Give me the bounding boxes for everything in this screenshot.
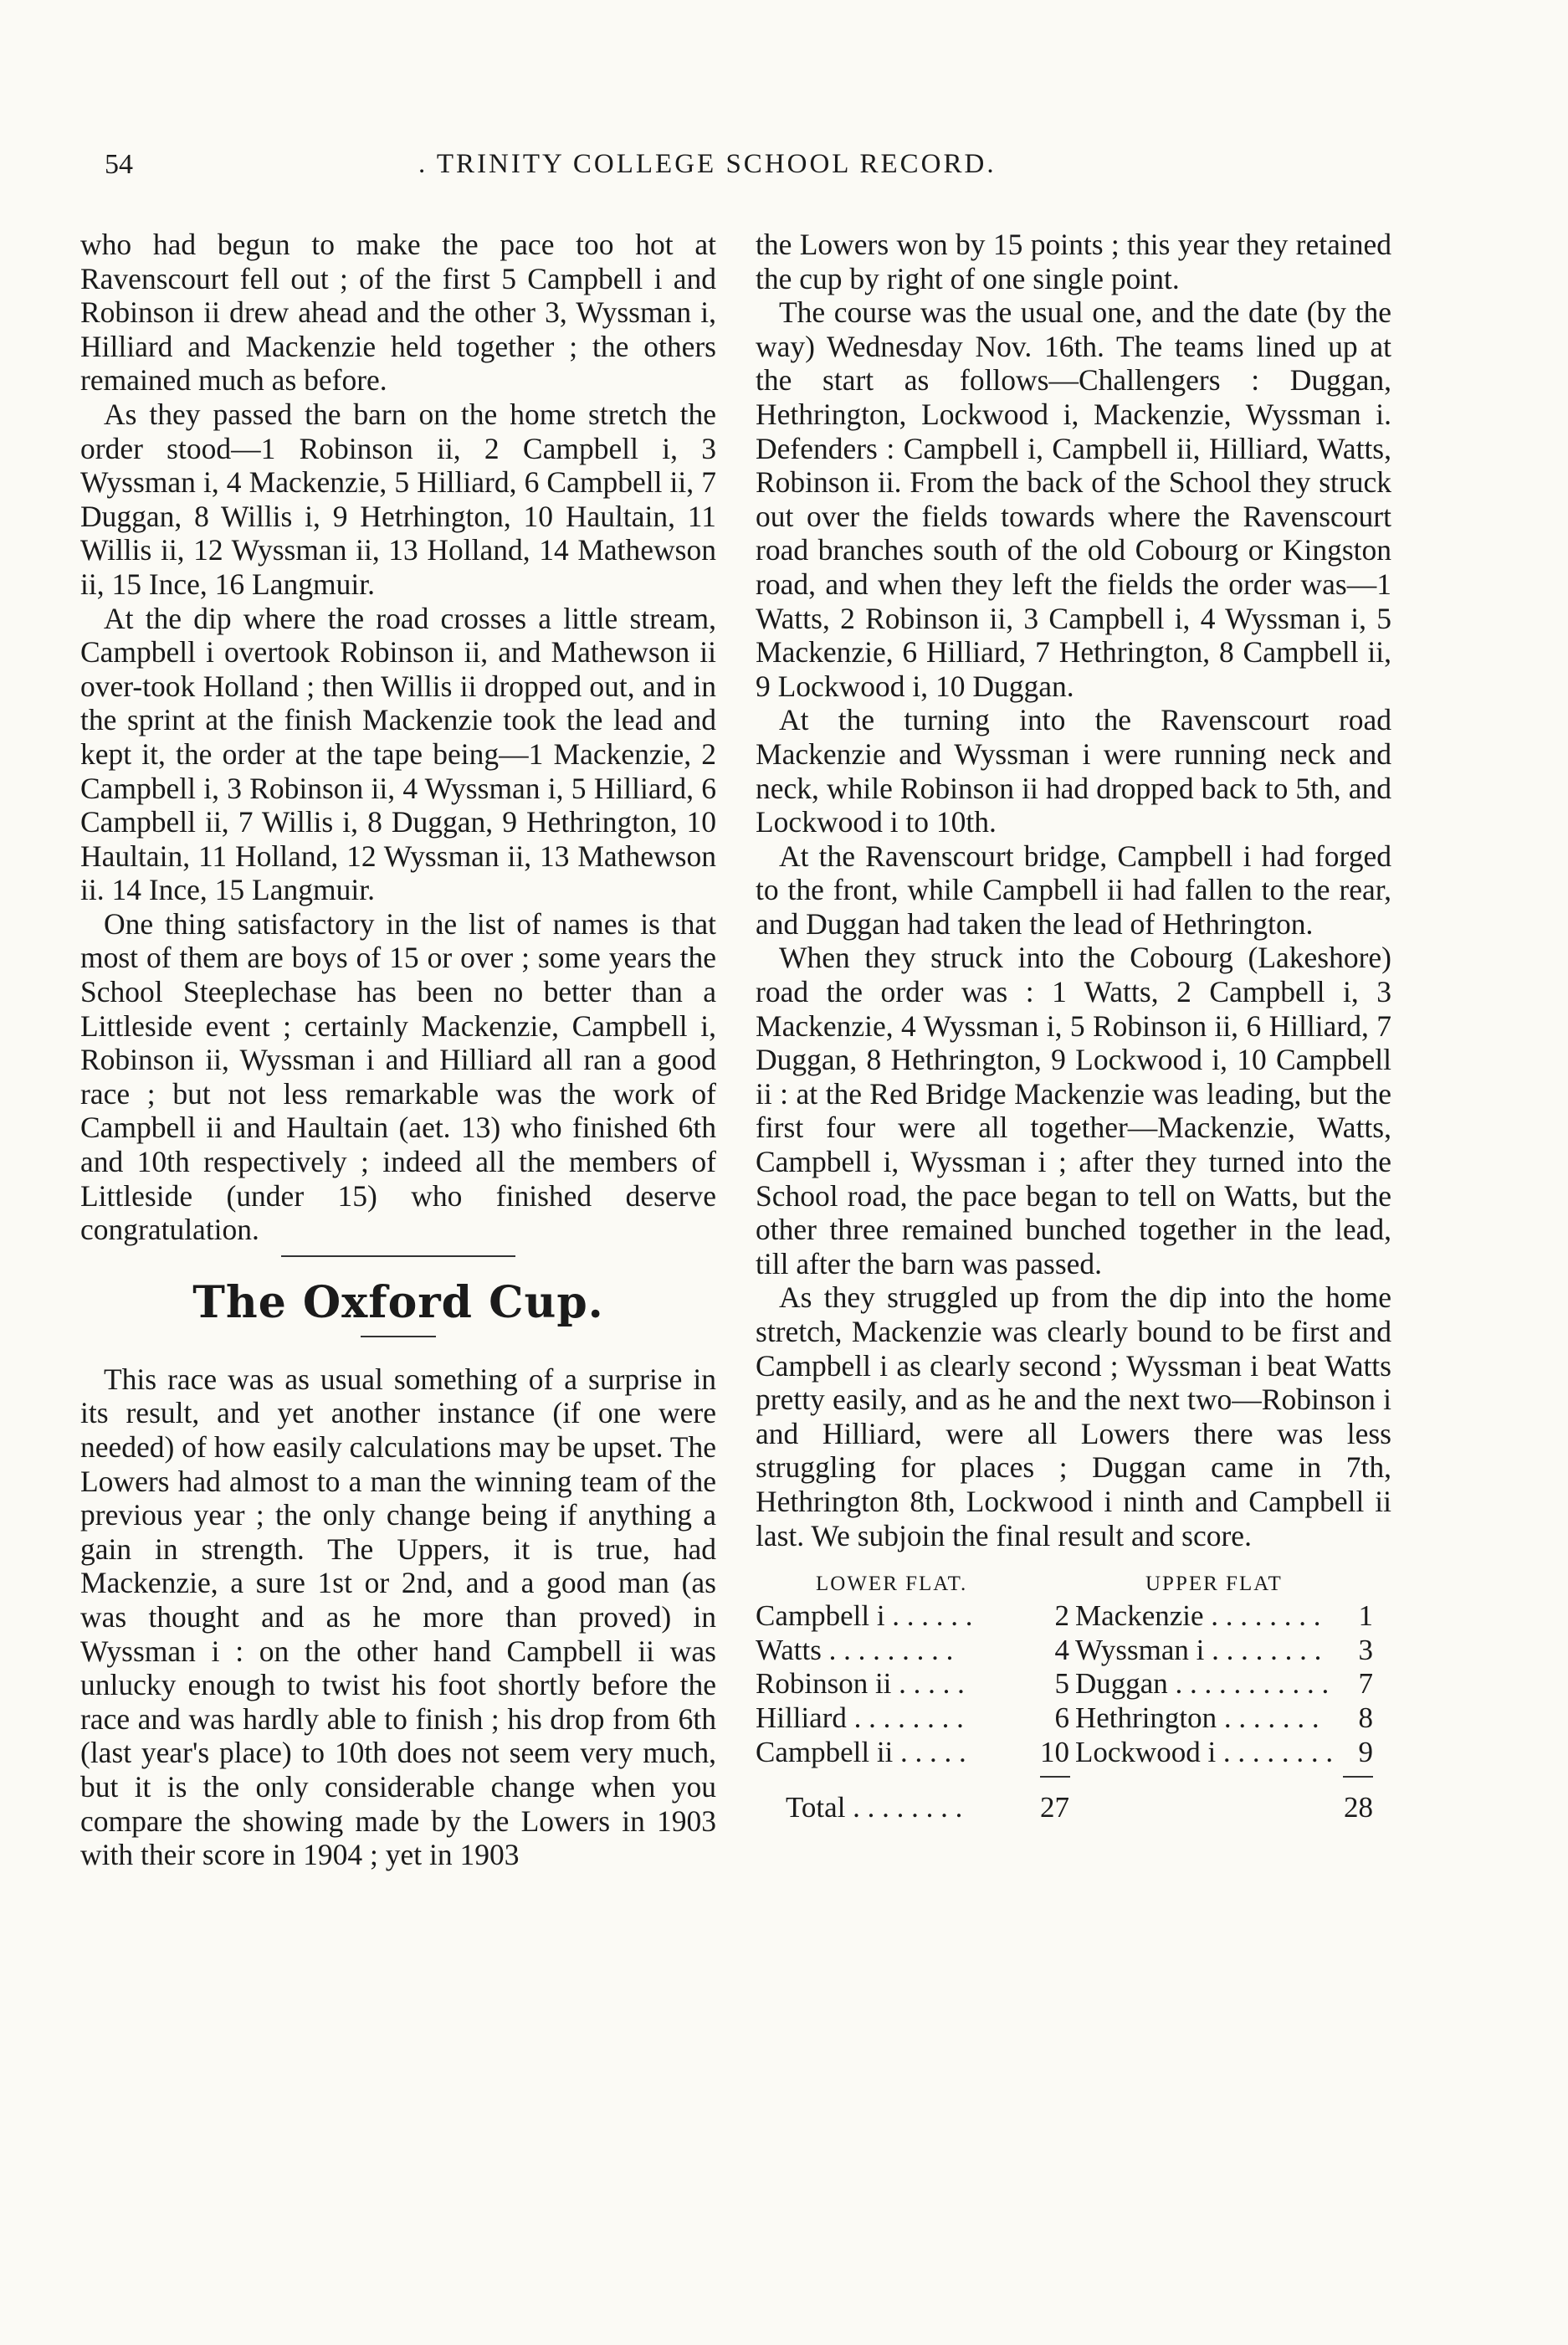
paragraph: At the Ravenscourt bridge, Campbell i had forged to the front, while Campbell ii had fallen to the rear, and Duggan had taken the lead of Hethrington. (756, 839, 1391, 941)
sum-rules (756, 1769, 1391, 1788)
upper-name: Wyssman i . . . . . . . . (1075, 1633, 1322, 1666)
lower-score: 2 (1054, 1599, 1069, 1633)
section-title: The Oxford Cup. (192, 1276, 604, 1328)
page-number: 54 (105, 149, 133, 180)
paragraph: the Lowers won by 15 points ; this year they retained the cup by right of one single point. (756, 228, 1391, 295)
upper-score: 7 (1358, 1667, 1373, 1701)
upper-score: 8 (1358, 1701, 1373, 1734)
paragraph: The course was the usual one, and the date (by the way) Wednesday Nov. 16th. The teams lined up at the start as follows—Challengers : Duggan, Hethrington, Lockwood i, Mackenzie, Wyssman i. Defenders : Campbell i, Campbell ii, Hilliard, Watts, Robinson ii. From the back of the School they struck out over the fields towards where the Ravenscourt road branches south of the old Cobourg or Kingston road, and when they left the fields the order was—1 Watts, 2 Robinson ii, 3 Campbell i, 4 Wyssman i, 5 Mackenzie, 6 Hilliard, 7 Hethrington, 8 Campbell ii, 9 Lockwood i, 10 Duggan. (756, 295, 1391, 703)
paragraph: One thing satisfactory in the list of names is that most of them are boys of 15 or over ; some years the School Steeplechase has been no better than a Littleside event ; certainly Mackenzie, Campbell i, Robinson ii, Wyssman i and Hilliard all ran a good race ; but not less remarkable was the work of Campbell ii and Haultain (aet. 13) who finished 6th and 10th respectively ; indeed all the members of Littleside (under 15) who finished deserve congratulation. (80, 906, 716, 1247)
paragraph: At the turning into the Ravenscourt road Mackenzie and Wyssman i were running neck and neck, while Robinson ii had dropped back to 5th, and Lockwood i to 10th. (756, 703, 1391, 839)
running-title: . TRINITY COLLEGE SCHOOL RECORD. (418, 149, 997, 179)
lower-score: 10 (1040, 1735, 1069, 1768)
paragraph: At the dip where the road crosses a little stream, Campbell i overtook Robinson ii, and Mathewson ii over-took Holland ; then Willis ii dropped out, and in the sprint at the finish Mackenzie took the lead and kept it, the order at the tape being—1 Mackenzie, 2 Campbell i, 3 Robinson ii, 4 Wyssman i, 5 Hilliard, 6 Campbell ii, 7 Willis i, 8 Duggan, 9 Hethrington, 10 Haultain, 11 Holland, 12 Wyssman ii, 13 Mathewson ii. 14 Ince, 15 Langmuir. (80, 601, 716, 907)
upper-flat-header: UPPER FLAT (1145, 1573, 1283, 1596)
upper-name: Lockwood i . . . . . . . . (1075, 1735, 1334, 1768)
upper-name: Duggan . . . . . . . . . . . (1075, 1667, 1330, 1701)
upper-score: 3 (1358, 1633, 1373, 1666)
total-lower: 27 (1040, 1791, 1069, 1824)
results-table (756, 1562, 1391, 1828)
sum-rule-upper (1343, 1776, 1373, 1778)
lower-name: Campbell ii . . . . . (756, 1735, 966, 1768)
left-column (80, 228, 716, 1872)
right-column (756, 228, 1391, 1828)
section-rule (281, 1255, 515, 1257)
lower-score: 6 (1054, 1701, 1069, 1734)
table-row (756, 1599, 1391, 1634)
paragraph: When they struck into the Cobourg (Lakeshore) road the order was : 1 Watts, 2 Campbell i, 3 Mackenzie, 4 Wyssman i, 5 Robinson ii, 6 Hilliard, 7 Duggan, 8 Hethrington, 9 Lockwood i, 10 Campbell ii : at the Red Bridge Mackenzie was leading, but the first four were all together—Mackenzie, Watts, Campbell i, Wyssman i ; after they turned into the School road, the pace began to tell on Watts, but the other three remained bunched together in the lead, till after the barn was passed. (756, 941, 1391, 1280)
page-header (0, 149, 1568, 199)
table-row (756, 1667, 1391, 1701)
paragraph: As they passed the barn on the home stretch the order stood—1 Robinson ii, 2 Campbell i, 3 Wyssman i, 4 Mackenzie, 5 Hilliard, 6 Campbell ii, 7 Duggan, 8 Willis i, 9 Hetrhington, 10 Haultain, 11 Willis ii, 12 Wyssman ii, 13 Holland, 14 Mathewson ii, 15 Ince, 16 Langmuir. (80, 397, 716, 601)
total-label: Total . . . . . . . . (786, 1791, 963, 1824)
results-header (756, 1562, 1391, 1599)
table-row (756, 1736, 1391, 1770)
upper-score: 1 (1358, 1599, 1373, 1633)
paragraph: This race was as usual something of a surprise in its result, and yet another instance (if one were needed) of how easily calculations may be upset. The Lowers had almost to a man the winning team of the previous year ; the only change being if anything a gain in strength. The Uppers, it is true, had Mackenzie, a sure 1st or 2nd, and a good man (as was thought and as he more than proved) in Wyssman i : on the other hand Campbell ii was unlucky enough to twist his foot shortly before the race and was hardly able to finish ; his drop from 6th (last year's place) to 10th does not seem very much, but it is the only considerable change when you compare the showing made by the Lowers in 1903 with their score in 1904 ; yet in 1903 (80, 1362, 716, 1872)
lower-score: 5 (1054, 1667, 1069, 1701)
upper-score: 9 (1358, 1735, 1373, 1768)
lower-flat-header: LOWER FLAT. (816, 1573, 968, 1596)
lower-name: Watts . . . . . . . . . (756, 1633, 954, 1666)
upper-name: Mackenzie . . . . . . . . (1075, 1599, 1321, 1633)
table-row (756, 1634, 1391, 1668)
lower-name: Campbell i . . . . . . (756, 1599, 973, 1633)
upper-name: Hethrington . . . . . . . (1075, 1701, 1319, 1734)
sum-rule-lower (1040, 1776, 1070, 1778)
lower-score: 4 (1054, 1633, 1069, 1666)
total-row (756, 1791, 1391, 1828)
lower-name: Hilliard . . . . . . . . (756, 1701, 964, 1734)
paragraph: As they struggled up from the dip into the home stretch, Mackenzie was clearly bound to be first and Campbell i as clearly second ; Wyssman i beat Watts pretty easily, and as he and the next two—Robinson i and Hilliard, were all Lowers there was less struggling for places ; Duggan came in 7th, Hethrington 8th, Lockwood i ninth and Campbell ii last. We subjoin the final result and score. (756, 1280, 1391, 1552)
table-row (756, 1701, 1391, 1736)
total-upper: 28 (1344, 1791, 1373, 1824)
paragraph: who had begun to make the pace too hot at Ravenscourt fell out ; of the first 5 Campbell i and Robinson ii drew ahead and the other 3, Wyssman i, Hilliard and Mackenzie held together ; the others remained much as before. (80, 228, 716, 398)
lower-name: Robinson ii . . . . . (756, 1667, 965, 1701)
section-divider (361, 1336, 436, 1337)
